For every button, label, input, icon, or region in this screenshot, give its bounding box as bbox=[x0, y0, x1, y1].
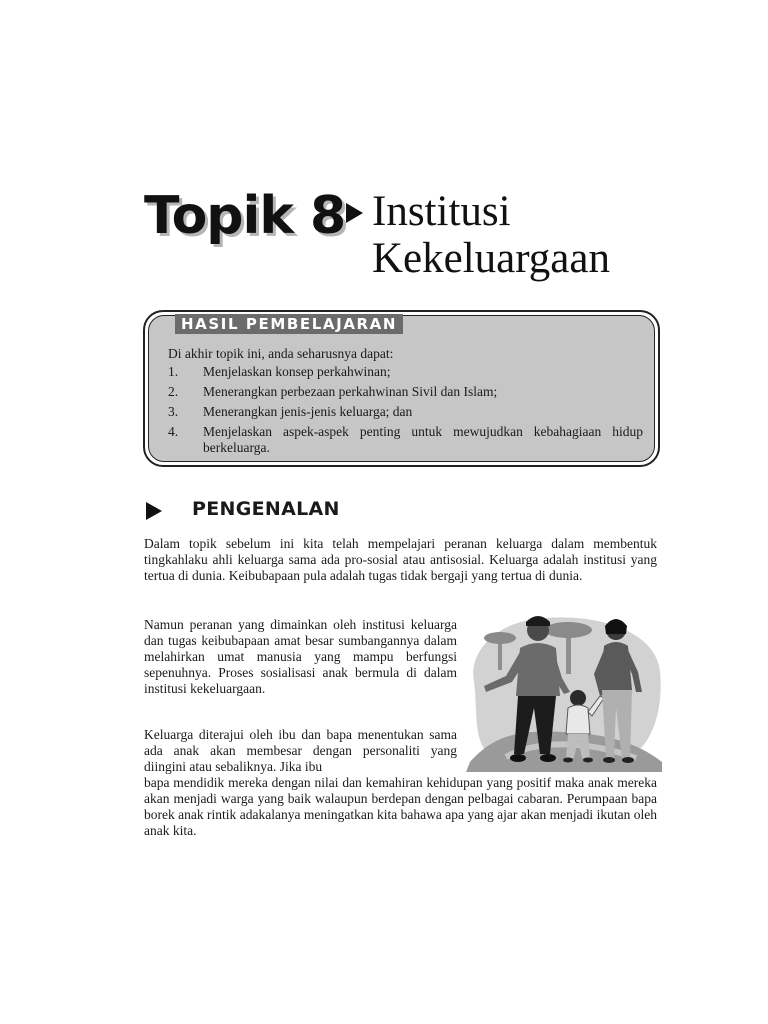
section-arrow-icon bbox=[146, 502, 162, 520]
outcome-number: 1. bbox=[168, 364, 179, 379]
learning-outcomes-intro: Di akhir topik ini, anda seharusnya dapat: bbox=[168, 346, 394, 361]
outcome-text: Menjelaskan konsep perkahwinan; bbox=[203, 364, 391, 379]
outcome-number: 3. bbox=[168, 404, 179, 419]
section-heading: PENGENALAN bbox=[192, 498, 340, 520]
paragraph-4: bapa mendidik mereka dengan nilai dan kemahiran kehidupan yang positif maka anak mereka akan menjadi warga yang baik walaupun berdepan dengan pelbagai cabaran. Perumpaan bapa borek anak rintik adakalanya meningatkan kita bahawa apa yang ajar akan menjadi ikutan oleh anak kita. bbox=[144, 775, 657, 838]
outcome-text: Menerangkan jenis-jenis keluarga; dan bbox=[203, 404, 413, 419]
outcome-item bbox=[168, 404, 643, 420]
paragraph-1: Dalam topik sebelum ini kita telah mempelajari peranan keluarga dalam membentuk tingkahlaku ahli keluarga sama ada pro-sosial atau antisosial. Keluarga adalah institusi yang tertua di dunia. Keibubapaan pula adalah tugas tidak bergaji yang tertua di dunia. bbox=[144, 536, 657, 583]
topic-title-line-2: Kekeluargaan bbox=[372, 235, 610, 282]
learning-outcomes-heading: HASIL PEMBELAJARAN bbox=[175, 314, 403, 334]
paragraph-3: Keluarga diterajui oleh ibu dan bapa menentukan sama ada anak akan membesar dengan personaliti yang diingini atau sebaliknya. Jika ibu bbox=[144, 727, 457, 774]
outcome-item bbox=[168, 364, 643, 380]
topic-title bbox=[372, 188, 610, 282]
family-walking-illustration bbox=[466, 612, 662, 772]
outcome-number: 2. bbox=[168, 384, 179, 399]
learning-outcomes-list bbox=[168, 364, 643, 460]
pointer-arrow-icon bbox=[346, 203, 363, 223]
paragraph-2: Namun peranan yang dimainkan oleh institusi keluarga dan tugas keibubapaan amat besar sumbangannya dalam melahirkan umat manusia yang mampu berfungsi sepenuhnya. Proses sosialisasi anak bermula di dalam institusi kekeluargaan. bbox=[144, 617, 457, 696]
outcome-item bbox=[168, 424, 643, 456]
outcome-text: Menerangkan perbezaan perkahwinan Sivil dan Islam; bbox=[203, 384, 498, 399]
outcome-text: Menjelaskan aspek-aspek penting untuk mewujudkan kebahagiaan hidup berkeluarga. bbox=[203, 424, 643, 455]
topic-number: Topik 8 bbox=[144, 186, 346, 246]
topic-title-line-1: Institusi bbox=[372, 188, 511, 235]
outcome-number: 4. bbox=[168, 424, 179, 439]
outcome-item bbox=[168, 384, 643, 400]
